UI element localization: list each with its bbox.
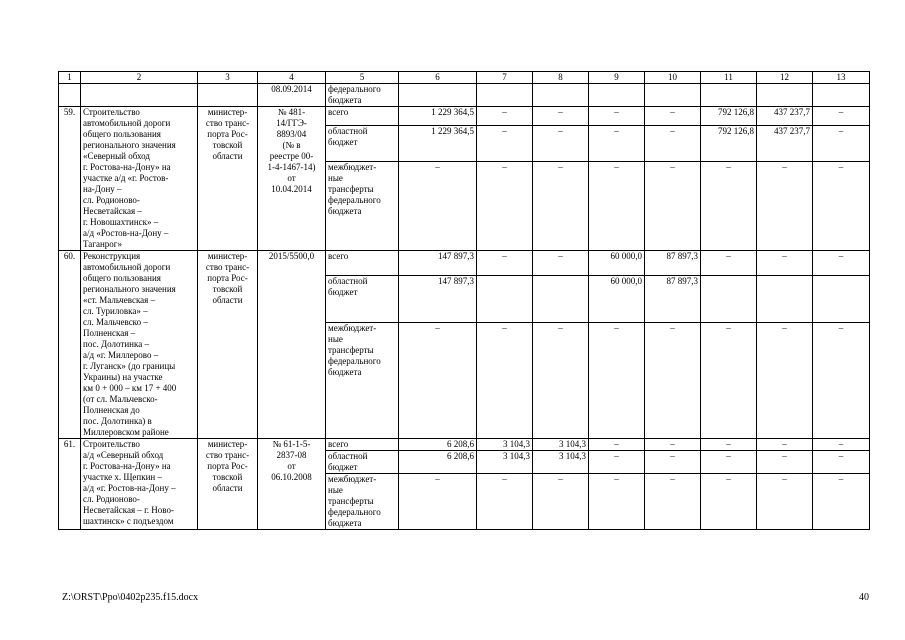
funding-type: межбюджет- ные трансферты федерального бюджета [326, 323, 399, 439]
amount-cell: 3 104,3 [533, 439, 589, 451]
amount-cell: 1 229 364,5 [399, 125, 477, 161]
amount-cell: 60 000,0 [589, 275, 645, 323]
amount-cell: – [701, 251, 757, 276]
column-number: 8 [533, 72, 589, 84]
object-name: Реконструкция автомобильной дороги общего пользования регионального значения «ст. Мальчевская – сл. Туриловка» – сл. Мальчевско – Полненская – пос. Долотинка – а/д «г. Миллерово – г. Луганск» (до границы Украины) на участке км 0 + 000 – км 17 + 400 (от сл. Мальчевско- Полненская до пос. Долотинка) в Миллеровском районе [81, 251, 198, 439]
budget-table [58, 71, 870, 530]
object-name: Строительство а/д «Северный обход г. Ростова-на-Дону» на участке х. Щепкин – а/д «г. Ростов-на-Дону – сл. Родионово- Несветайская – г. Ново- шахтинск» с подъездом [81, 439, 198, 530]
column-number: 4 [258, 72, 326, 84]
amount-cell: – [477, 474, 533, 530]
document-ref: № 61-1-5- 2837-08 от 06.10.2008 [258, 439, 326, 530]
amount-cell: – [813, 323, 870, 439]
row-number: 61. [59, 439, 81, 530]
empty-cell [81, 84, 198, 107]
amount-cell: – [645, 439, 701, 451]
amount-cell [813, 275, 870, 323]
amount-cell [533, 275, 589, 323]
amount-cell: 792 126,8 [701, 125, 757, 161]
amount-cell: – [813, 439, 870, 451]
column-number: 9 [589, 72, 645, 84]
row-number: 60. [59, 251, 81, 439]
amount-cell: – [399, 474, 477, 530]
amount-cell: – [701, 474, 757, 530]
amount-cell: – [477, 125, 533, 161]
empty-cell [701, 84, 757, 107]
amount-cell: – [701, 323, 757, 439]
funding-type: областной бюджет [326, 275, 399, 323]
amount-cell: – [589, 439, 645, 451]
amount-cell: – [589, 474, 645, 530]
funding-type: областной бюджет [326, 451, 399, 474]
page-number: 40 [859, 592, 869, 603]
amount-cell: – [645, 323, 701, 439]
column-number: 6 [399, 72, 477, 84]
amount-cell: – [757, 451, 813, 474]
amount-cell: – [813, 107, 870, 126]
file-path: Z:\ORST\Ppo\0402p235.f15.docx [62, 592, 199, 603]
funding-type: всего [326, 251, 399, 276]
empty-cell [198, 84, 258, 107]
column-number: 1 [59, 72, 81, 84]
empty-cell [399, 84, 477, 107]
funding-type: межбюджет- ные трансферты федерального бюджета [326, 474, 399, 530]
table-row [59, 107, 870, 126]
amount-cell: 87 897,3 [645, 275, 701, 323]
amount-cell: – [533, 251, 589, 276]
object-name: Строительство автомобильной дороги общего пользования регионального значения «Северный обход г. Ростова-на-Дону» на участке а/д «г. Ростов- на-Дону – сл. Родионово- Несветайская – г. Новошахтинск» – а/д «Ростов-на-Дону – Таганрог» [81, 107, 198, 251]
amount-cell: – [757, 439, 813, 451]
column-number: 11 [701, 72, 757, 84]
organization: министер- ство транс- порта Рос- товской области [198, 107, 258, 251]
amount-cell: – [701, 162, 757, 251]
amount-cell: 6 208,6 [399, 451, 477, 474]
amount-cell: – [757, 323, 813, 439]
amount-cell: 60 000,0 [589, 251, 645, 276]
amount-cell: – [533, 162, 589, 251]
amount-cell: 147 897,3 [399, 251, 477, 276]
continuation-row [59, 84, 870, 107]
column-number: 10 [645, 72, 701, 84]
amount-cell: – [477, 323, 533, 439]
amount-cell: – [645, 107, 701, 126]
row-number: 59. [59, 107, 81, 251]
organization: министер- ство транс- порта Рос- товской области [198, 439, 258, 530]
empty-cell [59, 84, 81, 107]
amount-cell: – [589, 451, 645, 474]
amount-cell: – [477, 162, 533, 251]
amount-cell: – [813, 251, 870, 276]
amount-cell: – [477, 107, 533, 126]
amount-cell: 3 104,3 [533, 451, 589, 474]
funding-type: всего [326, 439, 399, 451]
table-row [59, 439, 870, 451]
funding-type: областной бюджет [326, 125, 399, 161]
amount-cell: 792 126,8 [701, 107, 757, 126]
amount-cell: 147 897,3 [399, 275, 477, 323]
amount-cell: – [813, 162, 870, 251]
amount-cell: – [757, 162, 813, 251]
amount-cell: 3 104,3 [477, 439, 533, 451]
funding-type: федерального бюджета [326, 84, 399, 107]
amount-cell: – [645, 451, 701, 474]
amount-cell [477, 275, 533, 323]
amount-cell: – [399, 323, 477, 439]
amount-cell: – [813, 451, 870, 474]
empty-cell [477, 84, 533, 107]
amount-cell: – [533, 107, 589, 126]
amount-cell: – [645, 162, 701, 251]
amount-cell [701, 275, 757, 323]
organization: министер- ство транс- порта Рос- товской области [198, 251, 258, 439]
document-ref: 2015/5500,0 [258, 251, 326, 439]
amount-cell: – [757, 251, 813, 276]
column-number: 7 [477, 72, 533, 84]
amount-cell: – [589, 323, 645, 439]
column-number: 12 [757, 72, 813, 84]
amount-cell: – [399, 162, 477, 251]
column-number: 3 [198, 72, 258, 84]
amount-cell: – [533, 474, 589, 530]
amount-cell: 437 237,7 [757, 125, 813, 161]
document-ref: № 481- 14/ГГЭ- 8893/04 (№ в реестре 00- 1-4-1467-14) от 10.04.2014 [258, 107, 326, 251]
amount-cell: – [477, 251, 533, 276]
funding-type: всего [326, 107, 399, 126]
empty-cell [757, 84, 813, 107]
amount-cell: – [589, 107, 645, 126]
amount-cell: – [757, 474, 813, 530]
column-number: 2 [81, 72, 198, 84]
table-row [59, 251, 870, 276]
amount-cell: – [645, 125, 701, 161]
amount-cell: – [589, 162, 645, 251]
empty-cell [589, 84, 645, 107]
amount-cell: – [533, 125, 589, 161]
empty-cell [645, 84, 701, 107]
column-number: 13 [813, 72, 870, 84]
amount-cell: – [589, 125, 645, 161]
empty-cell [813, 84, 870, 107]
amount-cell: – [813, 125, 870, 161]
empty-cell [533, 84, 589, 107]
amount-cell: – [701, 439, 757, 451]
amount-cell: 1 229 364,5 [399, 107, 477, 126]
amount-cell: – [533, 323, 589, 439]
amount-cell: – [701, 451, 757, 474]
amount-cell: – [813, 474, 870, 530]
amount-cell: 437 237,7 [757, 107, 813, 126]
column-number: 5 [326, 72, 399, 84]
amount-cell [757, 275, 813, 323]
funding-type: межбюджет- ные трансферты федерального бюджета [326, 162, 399, 251]
amount-cell: – [645, 474, 701, 530]
amount-cell: 87 897,3 [645, 251, 701, 276]
doc-cell: 08.09.2014 [258, 84, 326, 107]
amount-cell: 3 104,3 [477, 451, 533, 474]
column-number-row [59, 72, 870, 84]
amount-cell: 6 208,6 [399, 439, 477, 451]
